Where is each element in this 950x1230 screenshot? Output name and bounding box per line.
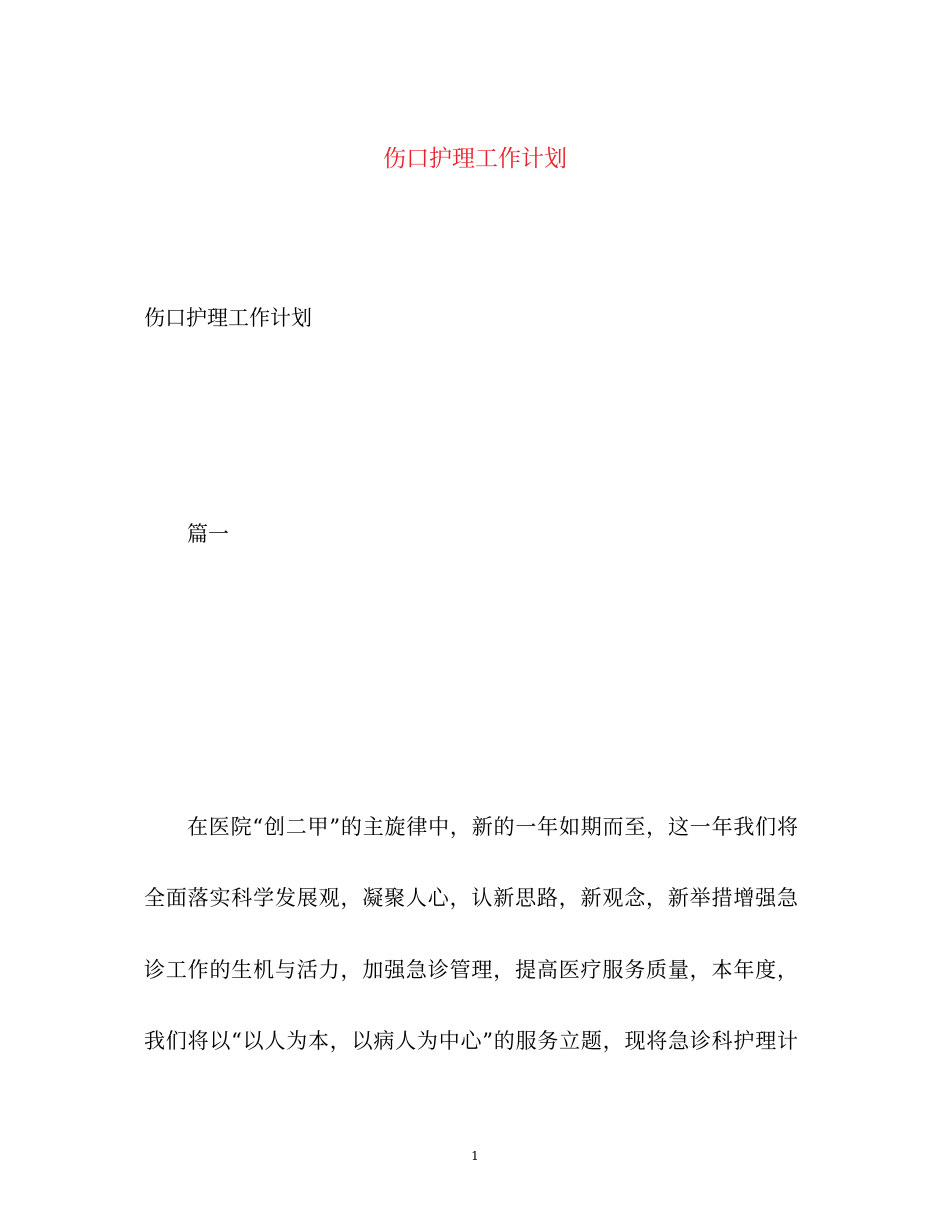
paragraph-line: 在医院“创二甲”的主旋律中，新的一年如期而至，这一年我们将 bbox=[187, 815, 798, 839]
section-heading: 篇一 bbox=[187, 522, 229, 546]
page-number: 1 bbox=[471, 1149, 479, 1163]
paragraph-line: 全面落实科学发展观，凝聚人心，认新思路，新观念，新举措增强急 bbox=[144, 886, 798, 910]
paragraph-line: 我们将以“以人为本，以病人为中心”的服务立题，现将急诊科护理计 bbox=[144, 1029, 798, 1053]
paragraph-line: 诊工作的生机与活力，加强急诊管理，提高医疗服务质量，本年度， bbox=[144, 958, 798, 982]
document-subtitle: 伤口护理工作计划 bbox=[144, 306, 312, 330]
document-title: 伤口护理工作计划 bbox=[383, 146, 567, 172]
